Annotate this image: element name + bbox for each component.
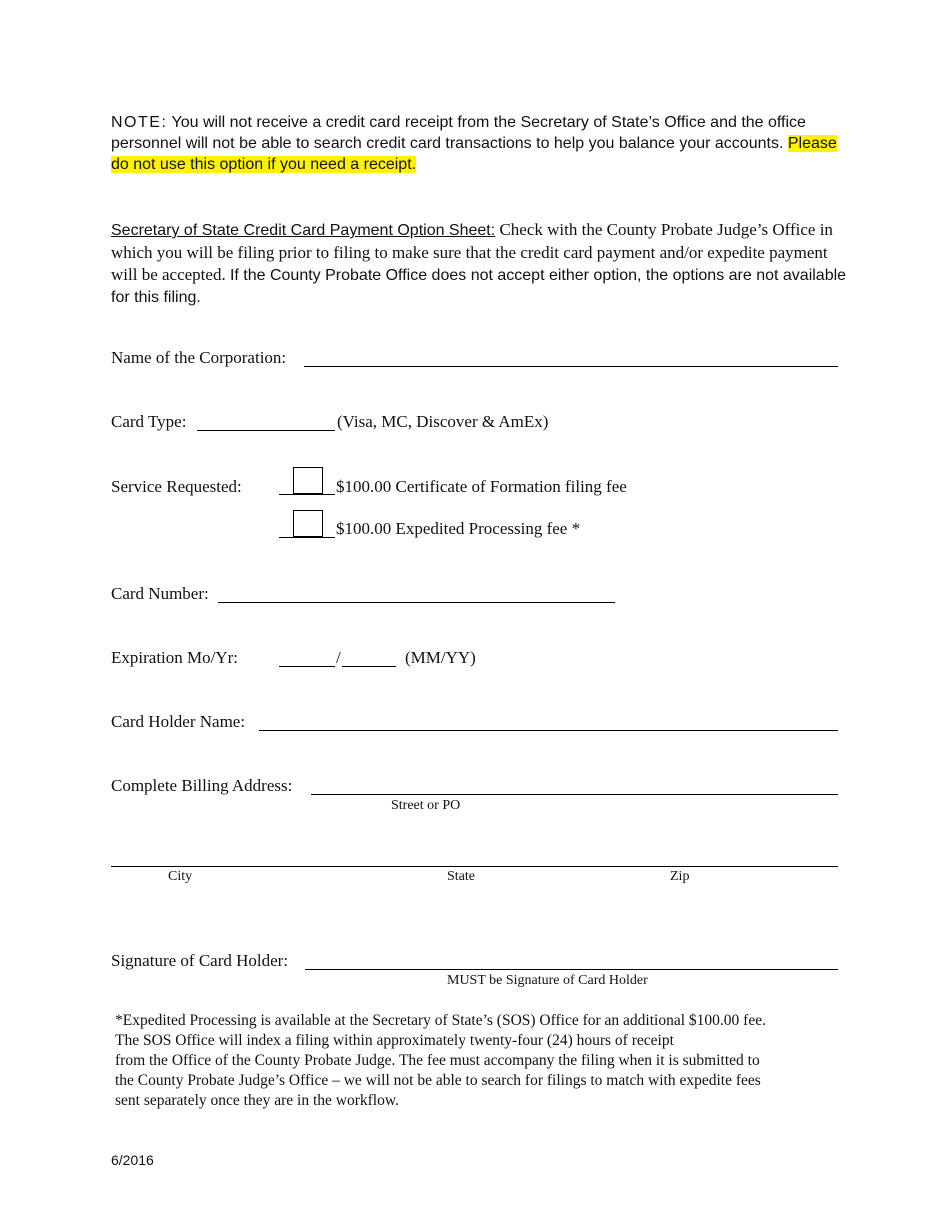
formation-fee-checkbox[interactable] [293, 467, 323, 494]
card-type-hint: (Visa, MC, Discover & AmEx) [337, 412, 549, 431]
expedited-fee-checkbox[interactable] [293, 510, 323, 537]
card-type-field[interactable] [197, 430, 335, 431]
footnote-line: The SOS Office will index a filing within approximately twenty-four (24) hours of receipt [115, 1032, 674, 1049]
expiration-slash: / [336, 648, 341, 667]
receipt-note [111, 112, 851, 175]
footnote-line: from the Office of the County Probate Judge. The fee must accompany the filing when it is submitted to [115, 1052, 760, 1069]
corporation-field[interactable] [304, 366, 838, 367]
option-sheet-heading: Secretary of State Credit Card Payment Option Sheet: [111, 222, 496, 239]
note-lead: NOTE: [111, 114, 168, 131]
revision-date: 6/2016 [111, 1152, 154, 1168]
option-sheet-paragraph [111, 219, 851, 308]
note-body: You will not receive a credit card receipt from the Secretary of State’s Office and the office personnel will not be able to search credit card transactions to help you balance your accounts. [111, 114, 806, 152]
expiration-month-field[interactable] [279, 666, 335, 667]
expiration-format: (MM/YY) [405, 648, 476, 667]
note-highlight: Please do not use this option if you need a receipt. [111, 135, 837, 173]
holder-name-label: Card Holder Name: [111, 712, 246, 731]
expedited-fee-underline [279, 537, 335, 538]
expedited-footnote [115, 1011, 845, 1111]
zip-caption: Zip [670, 869, 690, 884]
card-number-label: Card Number: [111, 584, 209, 603]
footnote-line: *Expedited Processing is available at the Secretary of State’s (SOS) Office for an additional $100.00 fee. [115, 1012, 766, 1029]
formation-fee-option: $100.00 Certificate of Formation filing fee [336, 477, 627, 496]
signature-label: Signature of Card Holder: [111, 951, 289, 970]
signature-caption: MUST be Signature of Card Holder [447, 973, 648, 988]
footnote-line: the County Probate Judge’s Office – we will not be able to search for filings to match with expedite fees [115, 1072, 761, 1089]
option-sheet-text: Check with the County Probate Judge’s Office in which you will be filing prior to filing to make sure that the credit card payment and/or expedite payment will be accepted. [111, 220, 833, 284]
formation-fee-underline [279, 494, 335, 495]
street-caption: Street or PO [391, 798, 461, 813]
service-requested-label: Service Requested: [111, 477, 242, 496]
option-sheet-warning: If the County Probate Office does not accept either option, the options are not available for this filing. [111, 267, 847, 306]
expiration-year-field[interactable] [342, 666, 396, 667]
signature-field[interactable] [305, 969, 838, 970]
billing-address-label: Complete Billing Address: [111, 776, 293, 795]
expiration-label: Expiration Mo/Yr: [111, 648, 239, 667]
holder-name-field[interactable] [259, 730, 838, 731]
corporation-label: Name of the Corporation: [111, 348, 287, 367]
city-caption: City [168, 869, 193, 884]
city-state-zip-field[interactable] [111, 866, 838, 867]
card-type-label: Card Type: [111, 412, 187, 431]
expedited-fee-option: $100.00 Expedited Processing fee * [336, 519, 581, 538]
footnote-line: sent separately once they are in the workflow. [115, 1092, 399, 1109]
street-field[interactable] [311, 794, 838, 795]
state-caption: State [447, 869, 475, 884]
card-number-field[interactable] [218, 602, 615, 603]
